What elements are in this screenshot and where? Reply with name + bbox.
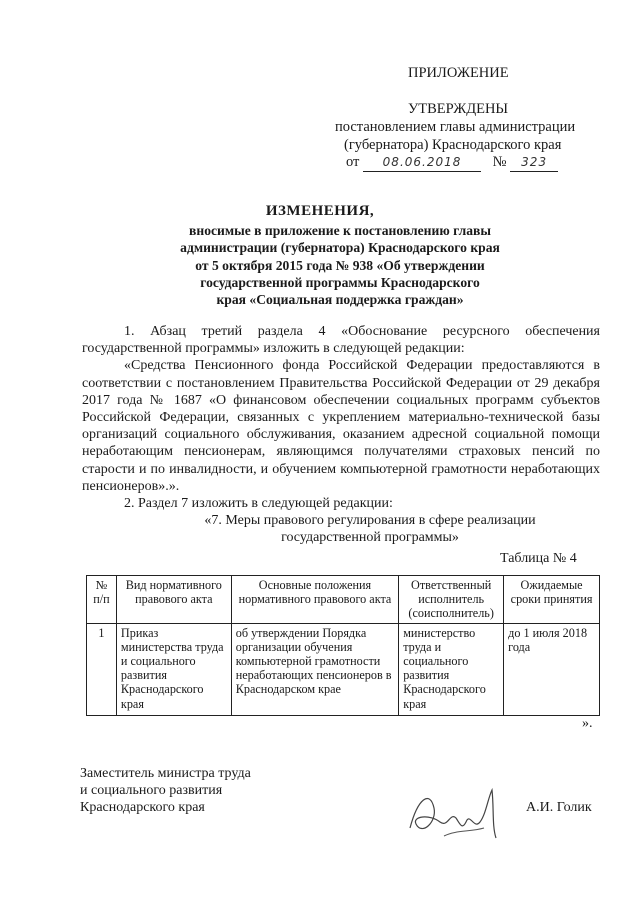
- signature-position-line-1: Заместитель министра труда: [80, 766, 251, 781]
- table-header-cell: Ожидаемые сроки принятия: [504, 576, 600, 624]
- subtitle-line: государственной программы Краснодарского: [200, 274, 480, 290]
- section-title-line-1: «7. Меры правового регулирования в сфере реализации: [204, 513, 536, 528]
- date-value: 08.06.2018: [363, 153, 481, 172]
- table-label: Таблица № 4: [500, 551, 577, 566]
- table-cell: до 1 июля 2018 года: [504, 623, 600, 715]
- document-body: [82, 323, 600, 512]
- signature-position-line-3: Краснодарского края: [80, 800, 205, 815]
- subtitle-line: администрации (губернатора) Краснодарского края: [180, 240, 500, 256]
- decree-line-2: (губернатора) Краснодарского края: [344, 137, 562, 153]
- paragraph-quote-1: «Средства Пенсионного фонда Российской Федерации предоставляются в соответствии с постановлением Правительства Российской Федерации от 29 декабря 2017 года № 1687 «О финансовом обеспечении социальных программ субъектов Российской Федерации, связанных с укреплением материально-технической базы организаций социального обслуживания, оказанием адресной социальной помощи неработающим пенсионерам, являющимся получателями страховых пенсий по старости и по инвалидности, и обучением компьютерной грамотности неработающих пенсионеров».».: [82, 358, 600, 494]
- table-cell: министерство труда и социального развития Краснодарского края: [399, 623, 504, 715]
- table-header-cell: Основные положения нормативного правового акта: [231, 576, 398, 624]
- table-header-cell: Вид нормативного правового акта: [116, 576, 231, 624]
- approved-label: УТВЕРЖДЕНЫ: [408, 101, 509, 117]
- handwritten-signature: [400, 778, 510, 848]
- subtitle-line: края «Социальная поддержка граждан»: [216, 292, 464, 308]
- section-title-line-2: государственной программы»: [281, 530, 459, 546]
- table-header-cell: № п/п: [87, 576, 117, 624]
- paragraph-item-2: 2. Раздел 7 изложить в следующей редакции:: [124, 496, 393, 512]
- appendix-label: ПРИЛОЖЕНИЕ: [408, 65, 509, 81]
- table-row: [87, 623, 600, 715]
- number-value: 323: [510, 153, 558, 172]
- table-header-cell: Ответственный исполнитель (соисполнитель): [399, 576, 504, 624]
- decree-line-1: постановлением главы администрации: [335, 119, 576, 135]
- table-cell: Приказ министерства труда и социального развития Краснодарского края: [116, 623, 231, 715]
- table-cell: 1: [87, 623, 117, 715]
- closing-mark: ».: [582, 716, 593, 731]
- table-cell: об утверждении Порядка организации обучения компьютерной грамотности неработающих пенсионеров в Краснодарском крае: [231, 623, 398, 715]
- date-number-line: [346, 153, 558, 172]
- document-subtitle: [150, 222, 530, 308]
- number-prefix: №: [492, 154, 507, 170]
- measures-table: [86, 575, 600, 716]
- signature-position-line-2: и социального развития: [80, 783, 223, 798]
- document-title: ИЗМЕНЕНИЯ,: [265, 203, 375, 219]
- table-header-row: [87, 576, 600, 624]
- signature-position: [80, 765, 251, 816]
- paragraph-item-1: 1. Абзац третий раздела 4 «Обоснование ресурсного обеспечения государственной программы» изложить в следующей редакции:: [82, 324, 600, 357]
- subtitle-line: вносимые в приложение к постановлению главы: [189, 223, 491, 238]
- subtitle-line: от 5 октября 2015 года № 938 «Об утверждении: [195, 257, 485, 273]
- signatory-name: А.И. Голик: [526, 800, 592, 815]
- date-prefix: от: [346, 154, 360, 170]
- section-title: [140, 512, 600, 546]
